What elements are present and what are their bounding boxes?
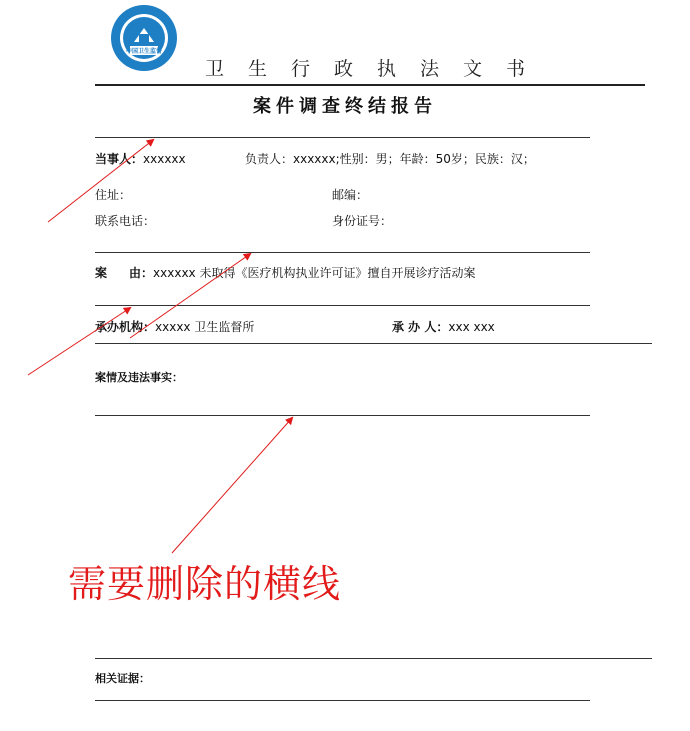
case-cause-text: xxxxxx 未取得《医疗机构执业许可证》擅自开展诊疗活动案 xyxy=(153,266,476,280)
page-title: 案件调查终结报告 xyxy=(253,96,437,117)
handler-label: 承 办 人： xyxy=(392,320,449,334)
party-label: 当事人： xyxy=(95,152,144,166)
arrow-to-facts-rule xyxy=(172,418,292,553)
postcode-label: 邮编： xyxy=(332,188,369,202)
agency-value: xxxxx 卫生监督所 xyxy=(155,320,255,334)
arrow-to-agency-rule xyxy=(28,308,130,375)
party-name: xxxxxx xyxy=(143,152,186,166)
agency-label: 承办机构： xyxy=(95,320,156,334)
annotation-text: 需要删除的横线 xyxy=(68,562,342,606)
evidence-label: 相关证据： xyxy=(95,672,150,685)
responsible-info: 负责人：xxxxxx;性别：男；年龄：50岁；民族：汉； xyxy=(245,152,535,166)
case-label-b: 由： xyxy=(129,266,154,280)
phone-label: 联系电话： xyxy=(95,214,156,228)
arrow-to-case-rule xyxy=(130,254,250,338)
logo-text: 中国卫生监督 xyxy=(125,48,163,55)
document-series-title: 卫生行政执法文书 xyxy=(205,58,550,80)
handler-value: xxx xxx xyxy=(448,320,495,334)
address-label: 住址： xyxy=(95,188,132,202)
id-number-label: 身份证号： xyxy=(332,214,393,228)
arrow-to-party-rule xyxy=(48,140,153,222)
case-label-a: 案 xyxy=(95,266,108,280)
facts-label: 案情及违法事实： xyxy=(95,371,183,384)
